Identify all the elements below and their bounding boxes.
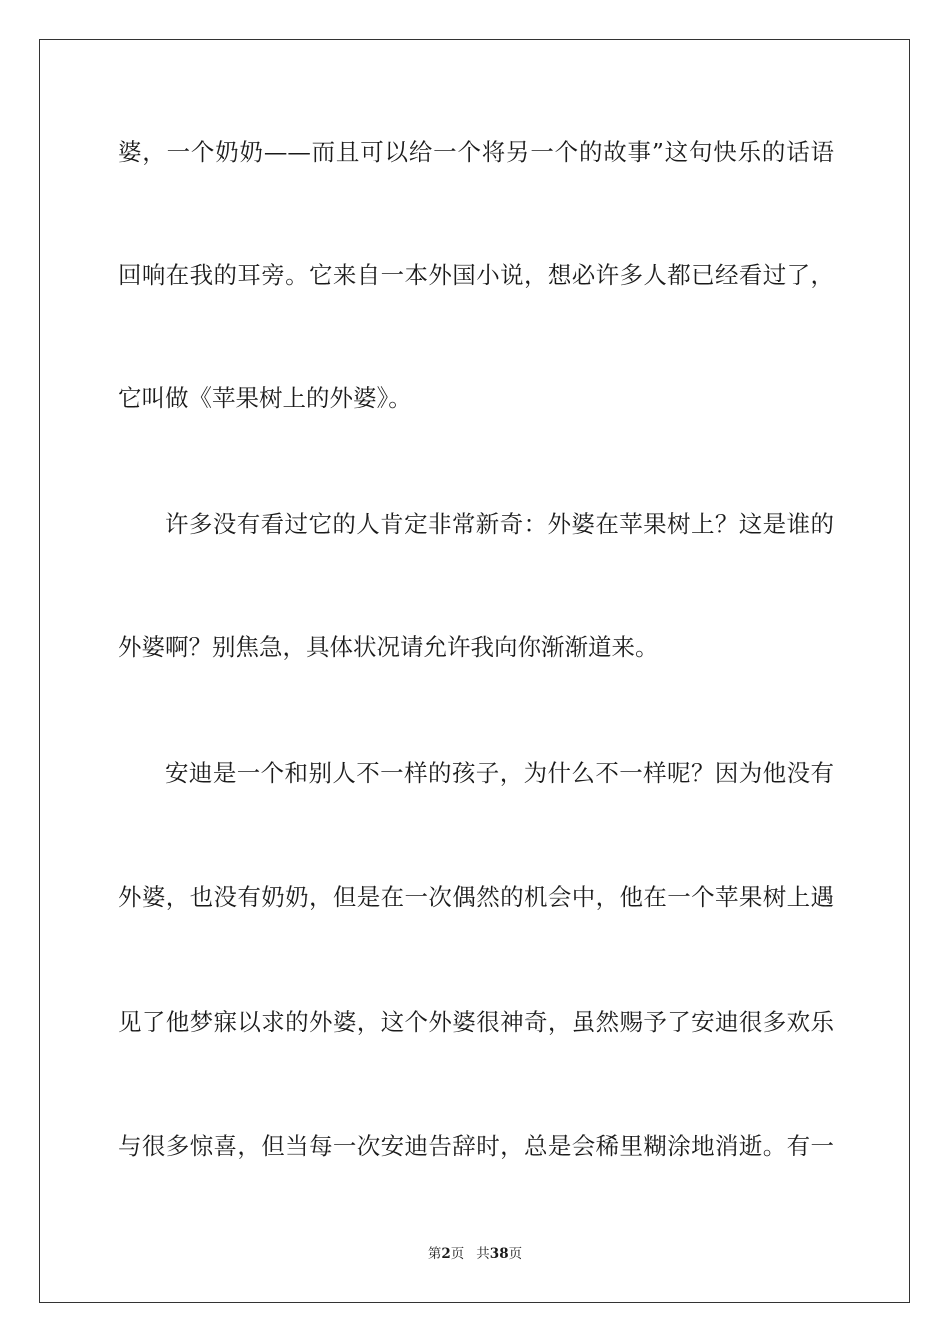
page-border xyxy=(39,39,910,1303)
total-prefix: 共 xyxy=(476,1246,490,1262)
text-line-9: 与很多惊喜，但当每一次安迪告辞时，总是会稀里糊涂地消逝。有一 xyxy=(118,1132,834,1160)
text-line-6: 安迪是一个和别人不一样的孩子，为什么不一样呢？因为他没有 xyxy=(165,759,834,787)
total-pages: 38 xyxy=(489,1246,509,1262)
text-line-5: 外婆啊？别焦急，具体状况请允许我向你渐渐道来。 xyxy=(118,633,659,661)
text-line-2: 回响在我的耳旁。它来自一本外国小说，想必许多人都已经看过了， xyxy=(118,261,834,289)
text-line-8: 见了他梦寐以求的外婆，这个外婆很神奇，虽然赐予了安迪很多欢乐 xyxy=(118,1008,834,1036)
page-footer xyxy=(0,1245,950,1263)
text-line-1: 婆，一个奶奶——而且可以给一个将另一个的故事”这句快乐的话语 xyxy=(118,138,834,166)
page-prefix: 第 xyxy=(427,1246,442,1262)
page-unit: 页 xyxy=(450,1246,465,1262)
page-number: 2 xyxy=(441,1246,451,1262)
text-line-7: 外婆，也没有奶奶，但是在一次偶然的机会中，他在一个苹果树上遇 xyxy=(118,883,834,911)
text-line-3: 它叫做《苹果树上的外婆》。 xyxy=(118,384,412,412)
total-unit: 页 xyxy=(508,1246,523,1262)
text-line-4: 许多没有看过它的人肯定非常新奇：外婆在苹果树上？这是谁的 xyxy=(165,510,834,538)
